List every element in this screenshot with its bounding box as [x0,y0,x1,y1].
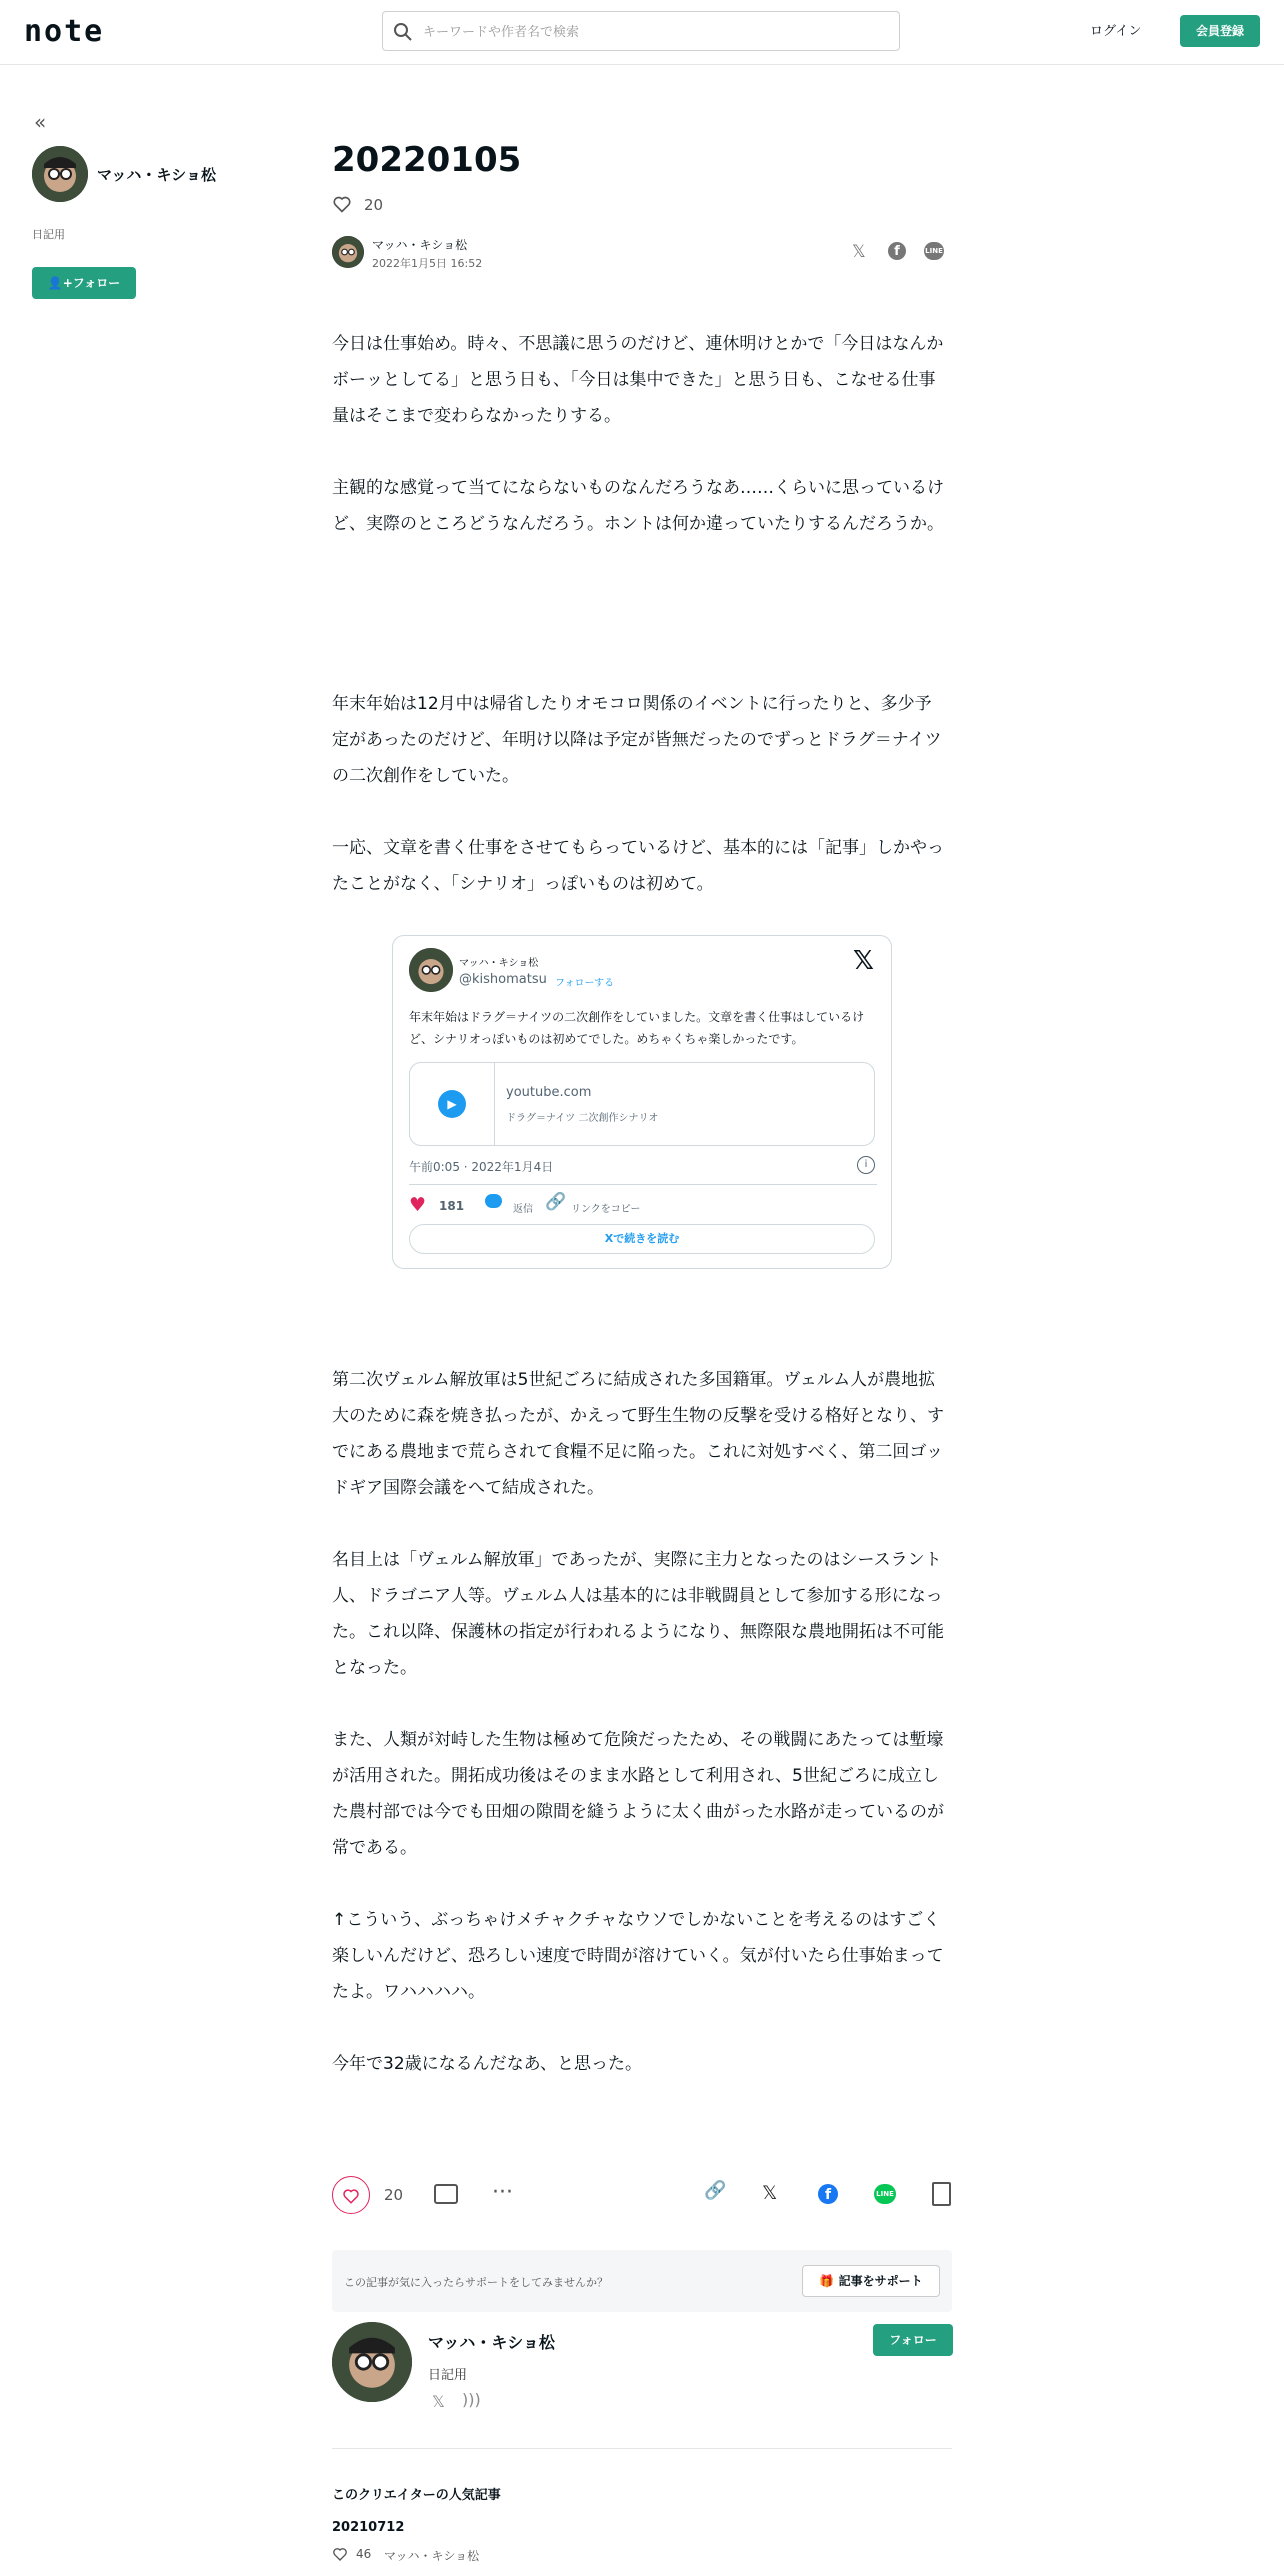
add-to-magazine-icon[interactable] [932,2182,951,2206]
x-logo-icon[interactable]: 𝕏 [853,946,874,976]
avatar[interactable] [32,146,88,202]
support-box [332,2250,952,2312]
author-avatar[interactable] [332,236,364,268]
support-prompt: この記事が気に入ったらサポートをしてみませんか？ [344,2276,608,2289]
paragraph: 今日は仕事始め。時々、不思議に思うのだけど、連休明けとかで「今日はなんかボーッとしてる」と思う日も、「今日は集中できた」と思う日も、こなせる仕事量はそこまで変わらなかったりする。 [332,334,944,426]
link-copy-icon[interactable]: 🔗 [545,1192,567,1212]
embed-like-icon[interactable]: ♥ [409,1194,427,1216]
paragraph: 名目上は「ヴェルム解放軍」であったが、実際に主力となったのはシースラント人、ドラゴニア人等。ヴェルム人は基本的には非戦闘員として参加する形になった。これ以降、保護林の指定が行われるようになり、無際限な農地開拓は不可能となった。 [332,1550,944,1678]
add-user-icon: 👤+ [47,276,73,290]
login-link[interactable]: ログイン [1090,24,1142,39]
paragraph: 一応、文章を書く仕事をさせてもらっているけど、基本的には「記事」しかやったことがなく、「シナリオ」っぽいものは初めて。 [332,838,944,894]
popular-article-title[interactable]: 20210712 [332,2520,405,2535]
rss-icon[interactable]: ))) [462,2390,481,2409]
copy-link-label[interactable]: リンクをコピー [571,1204,641,1215]
paragraph: 今年で32歳になるんだなあ、と思った。 [332,2054,642,2074]
sidebar-author-name[interactable]: マッハ・キショ松 [97,166,216,184]
facebook-share-icon[interactable]: f [818,2184,838,2204]
embed-display-name[interactable]: マッハ・キショ松 [459,958,539,969]
heart-icon [342,2187,360,2205]
more-menu-icon[interactable]: ··· [492,2180,513,2205]
footer-follow-button[interactable] [873,2324,953,2356]
read-more-button[interactable] [409,1224,875,1254]
divider [332,2448,952,2449]
reply-label[interactable]: 返信 [513,1204,533,1215]
link-title: ドラグ＝ナイツ 二次創作シナリオ [506,1113,659,1124]
collapse-sidebar-icon[interactable]: « [34,110,47,134]
publish-date: 2022年1月5日 16:52 [372,257,483,270]
article-title: 20220105 [332,140,522,180]
embed-link-card[interactable] [409,1062,875,1146]
popular-like-icon [332,2546,348,2566]
footer-follow-label: フォロー [889,2333,937,2347]
footer-author-avatar[interactable] [332,2322,412,2402]
embed-follow-link[interactable]: フォローする [555,978,614,989]
embed-time[interactable]: 午前0:05 · 2022年1月4日 [409,1160,554,1174]
paragraph: 第二次ヴェルム解放軍は5世紀ごろに結成された多国籍軍。ヴェルム人が農地拡大のために森を焼き払ったが、かえって野生生物の反撃を受ける格好となり、すでにある農地まで荒らされて食糧不足に陥った。これに対処すべく、第二回ゴッドギア国際会議をへて結成された。 [332,1370,944,1498]
search-box[interactable] [382,11,900,51]
link-domain: youtube.com [506,1085,592,1100]
comment-icon[interactable] [434,2184,458,2204]
support-button[interactable] [802,2265,940,2297]
support-label: 記事をサポート [838,2274,923,2288]
embed-divider [409,1184,877,1185]
register-button[interactable]: 会員登録 [1180,15,1260,47]
author-name[interactable]: マッハ・キショ松 [372,238,468,252]
follow-label: フォロー [72,276,121,290]
paragraph: ↑こういう、ぶっちゃけメチャクチャなウソでしかないことを考えるのはすごく楽しいんだけど、恐ろしい速度で時間が溶けていく。気が付いたら仕事始まってたよ。ワハハハハ。 [332,1910,944,2002]
paragraph: 年末年始は12月中は帰省したりオモコロ関係のイベントに行ったりと、多少予定があったのだけど、年明け以降は予定が皆無だったのでずっとドラグ＝ナイツの二次創作をしていた。 [332,694,942,786]
line-share-icon[interactable]: LINE [924,242,944,260]
link-thumb [410,1063,495,1145]
line-share-icon[interactable]: LINE [874,2184,896,2204]
search-input[interactable] [421,12,885,52]
like-button[interactable] [332,2176,370,2214]
search-icon [393,22,413,42]
embed-like-count: 181 [439,1199,465,1213]
gift-icon: 🎁 [819,2274,835,2288]
title-like-icon[interactable] [332,194,352,218]
popular-heading: このクリエイターの人気記事 [332,2488,501,2503]
footer-author-name[interactable]: マッハ・キショ松 [428,2333,555,2352]
popular-author[interactable]: マッハ・キショ松 [384,2549,480,2563]
play-icon: ▶ [438,1090,466,1118]
site-header [0,0,1284,65]
embed-handle[interactable]: @kishomatsu [459,972,547,987]
info-icon[interactable]: i [857,1156,875,1174]
footer-x-icon[interactable]: 𝕏 [432,2392,445,2411]
like-count: 20 [384,2186,404,2204]
note-logo[interactable]: note [24,14,105,49]
x-share-icon[interactable]: 𝕏 [852,242,866,262]
embedded-post[interactable] [392,935,892,1269]
copy-link-icon[interactable]: 🔗 [704,2180,727,2201]
sidebar-magazine[interactable]: 日記用 [32,228,65,241]
read-more-label: Xで続きを読む [604,1232,680,1245]
sidebar-follow-button[interactable] [32,267,136,299]
facebook-share-icon[interactable]: f [888,242,906,260]
x-share-icon[interactable]: 𝕏 [762,2182,778,2204]
title-like-count: 20 [364,196,384,214]
embed-avatar[interactable] [409,948,453,992]
embed-text: 年末年始はドラグ＝ナイツの二次創作をしていました。文章を書く仕事はしているけど、シナリオっぽいものは初めてでした。めちゃくちゃ楽しかったです。 [409,1010,865,1046]
popular-like-count: 46 [356,2547,372,2561]
paragraph: 主観的な感覚って当てにならないものなんだろうなあ……くらいに思っているけど、実際のところどうなんだろう。ホントは何か違っていたりするんだろうか。 [332,478,944,534]
paragraph: また、人類が対峙した生物は極めて危険だったため、その戦闘にあたっては塹壕が活用された。開拓成功後はそのまま水路として利用され、5世紀ごろに成立した農村部では今でも田畑の隙間を縫うように太く曲がった水路が走っているのが常である。 [332,1730,944,1858]
reply-icon[interactable] [485,1194,502,1208]
footer-magazine[interactable]: 日記用 [428,2368,468,2383]
